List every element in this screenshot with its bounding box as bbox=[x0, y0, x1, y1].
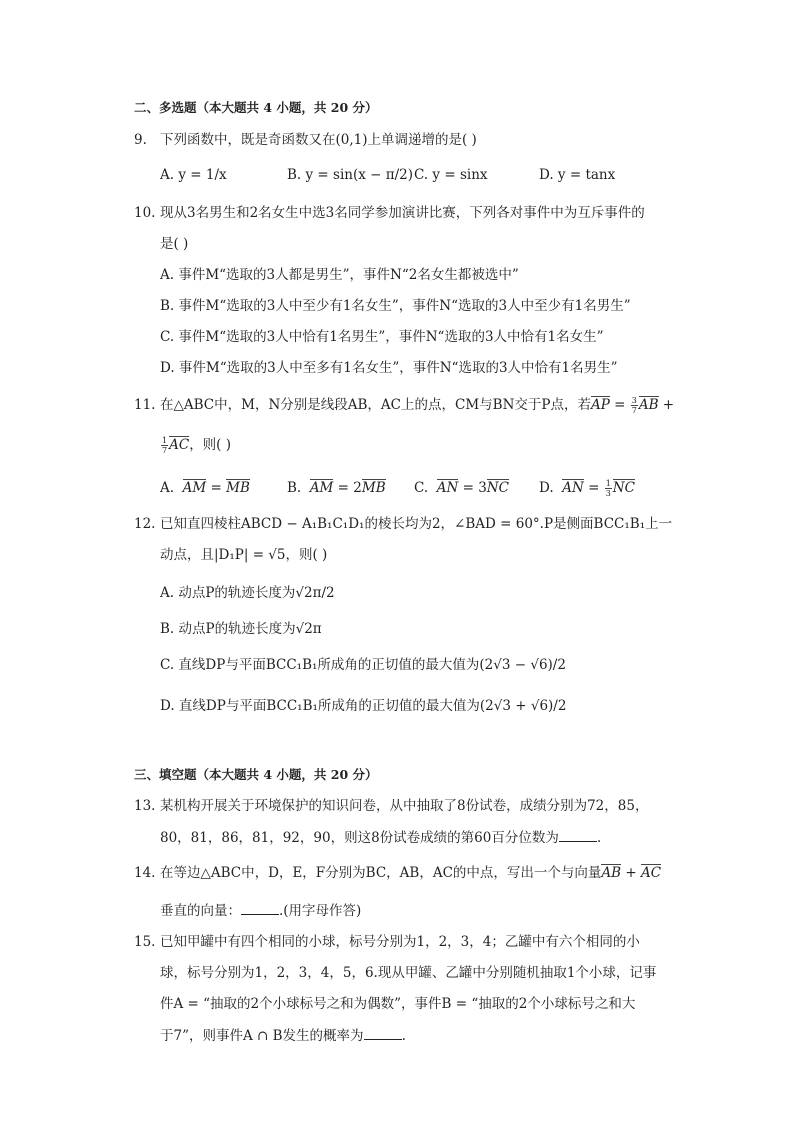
option-label: A. bbox=[160, 480, 175, 496]
numerator: 3 bbox=[631, 396, 637, 405]
vector-an: AN bbox=[562, 480, 584, 496]
option-a: A. 事件M“选取的3人都是男生”，事件N“2名女生都被选中” bbox=[160, 267, 519, 283]
option-c bbox=[414, 479, 509, 497]
answer-blank[interactable] bbox=[364, 1026, 402, 1040]
vector-ap: AP bbox=[590, 397, 610, 413]
question-text bbox=[160, 396, 674, 415]
question-text-part: ，则( ) bbox=[189, 437, 232, 453]
equals-sign: = bbox=[583, 480, 604, 496]
equals-sign: = 2 bbox=[333, 480, 362, 496]
question-text: 某机构开展关于环境保护的知识问卷，从中抽取了8份试卷，成绩分别为72，85， bbox=[160, 798, 649, 814]
option-b: B. 动点P的轨迹长度为√2π bbox=[160, 621, 322, 637]
equals-sign: = bbox=[609, 397, 630, 413]
question-text-continued: 是( ) bbox=[160, 236, 189, 252]
section-title-fill-in: 三、填空题（本大题共 4 小题，共 20 分） bbox=[134, 767, 378, 782]
vector-an: AN bbox=[436, 480, 459, 496]
option-b: B. 事件M“选取的3人中至少有1名女生”，事件N“选取的3人中至少有1名男生” bbox=[160, 298, 631, 314]
denominator: 7 bbox=[631, 406, 637, 415]
numerator: 1 bbox=[605, 479, 611, 488]
question-number: 11. bbox=[134, 397, 156, 413]
question-text-continued: 件A = “抽取的2个小球标号之和为偶数”，事件B = “抽取的2个小球标号之和大 bbox=[160, 996, 636, 1012]
question-text: 下列函数中，既是奇函数又在(0,1)上单调递增的是( ) bbox=[160, 132, 477, 148]
question-text-continued bbox=[160, 436, 231, 455]
vector-mb: MB bbox=[226, 480, 250, 496]
question-text: 已知直四棱柱ABCD − A₁B₁C₁D₁的棱长均为2，∠BAD = 60°.P是侧面BCC₁B₁上一 bbox=[160, 516, 673, 532]
option-d: D. 直线DP与平面BCC₁B₁所成角的正切值的最大值为(2√3 + √6)/2 bbox=[160, 698, 567, 714]
question-text-part: 垂直的向量： bbox=[160, 903, 241, 919]
answer-blank[interactable] bbox=[241, 901, 279, 915]
option-label: C. bbox=[414, 480, 429, 496]
option-c: C. y = sinx bbox=[414, 167, 488, 183]
question-number: 10. bbox=[134, 205, 156, 221]
vector-am: AM bbox=[182, 480, 207, 496]
question-text-continued bbox=[160, 901, 361, 920]
question-text-continued bbox=[160, 828, 601, 847]
question-number: 15. bbox=[134, 934, 156, 950]
vector-mb: MB bbox=[361, 480, 386, 496]
question-text-part: 在等边△ABC中，D，E，F分别为BC，AB，AC的中点，写出一个与向量 bbox=[160, 865, 602, 881]
question-number: 12. bbox=[134, 516, 156, 532]
question-text-part: 在△ABC中，M，N分别是线段AB，AC上的点，CM与BN交于P点，若 bbox=[160, 397, 591, 413]
option-d bbox=[539, 479, 635, 498]
question-number: 14. bbox=[134, 865, 156, 881]
question-text bbox=[160, 864, 661, 882]
question-number: 13. bbox=[134, 798, 156, 814]
vector-ac: AC bbox=[641, 865, 662, 881]
fraction bbox=[161, 436, 168, 455]
denominator: 7 bbox=[162, 446, 168, 455]
option-b bbox=[287, 479, 386, 497]
option-d: D. 事件M“选取的3人中至多有1名女生”，事件N“选取的3人中恰有1名男生” bbox=[160, 360, 618, 376]
section-title-multiple-choice: 二、多选题（本大题共 4 小题，共 20 分） bbox=[134, 100, 378, 115]
question-number: 9. bbox=[134, 132, 147, 148]
vector-am: AM bbox=[309, 480, 334, 496]
question-text-end: .(用字母作答) bbox=[279, 903, 362, 919]
fraction bbox=[605, 479, 612, 498]
question-text-part: 80，81，86，81，92，90，则这8份试卷成绩的第60百分位数为 bbox=[160, 830, 559, 846]
option-a: A. 动点P的轨迹长度为√2π/2 bbox=[160, 585, 335, 601]
equals-sign: = 3 bbox=[458, 480, 487, 496]
question-text-continued: 球，标号分别为1，2，3，4，5，6.现从甲罐、乙罐中分别随机抽取1个小球，记事 bbox=[160, 965, 657, 981]
option-c: C. 事件M“选取的3人中恰有1名男生”，事件N“选取的3人中恰有1名女生” bbox=[160, 329, 604, 345]
question-text-continued: 动点，且|D₁P| = √5，则( ) bbox=[160, 547, 328, 563]
denominator: 3 bbox=[605, 489, 611, 498]
vector-ab: AB bbox=[638, 397, 659, 413]
plus-sign: + bbox=[658, 397, 675, 413]
equals-sign: = bbox=[206, 480, 227, 496]
vector-nc: NC bbox=[612, 480, 635, 496]
option-label: D. bbox=[539, 480, 554, 496]
option-a bbox=[160, 479, 250, 497]
question-text: 现从3名男生和2名女生中选3名同学参加演讲比赛，下列各对事件中为互斥事件的 bbox=[160, 205, 645, 221]
question-text-continued bbox=[160, 1026, 406, 1045]
fraction bbox=[631, 396, 638, 415]
option-label: B. bbox=[287, 480, 302, 496]
question-text-end: . bbox=[401, 1028, 406, 1044]
vector-ab: AB bbox=[601, 865, 622, 881]
numerator: 1 bbox=[162, 436, 168, 445]
answer-blank[interactable] bbox=[559, 828, 597, 842]
plus-sign: + bbox=[621, 865, 642, 881]
option-c: C. 直线DP与平面BCC₁B₁所成角的正切值的最大值为(2√3 − √6)/2 bbox=[160, 657, 566, 673]
option-a: A. y = 1/x bbox=[160, 167, 227, 183]
option-d: D. y = tanx bbox=[539, 167, 616, 183]
option-b: B. y = sin(x − π/2) bbox=[287, 167, 414, 183]
vector-ac: AC bbox=[169, 437, 190, 453]
vector-nc: NC bbox=[486, 480, 509, 496]
question-text-end: . bbox=[596, 830, 602, 846]
question-text-part: 于7”，则事件A ∩ B发生的概率为 bbox=[160, 1028, 364, 1044]
question-text: 已知甲罐中有四个相同的小球，标号分别为1，2，3，4；乙罐中有六个相同的小 bbox=[160, 934, 640, 950]
